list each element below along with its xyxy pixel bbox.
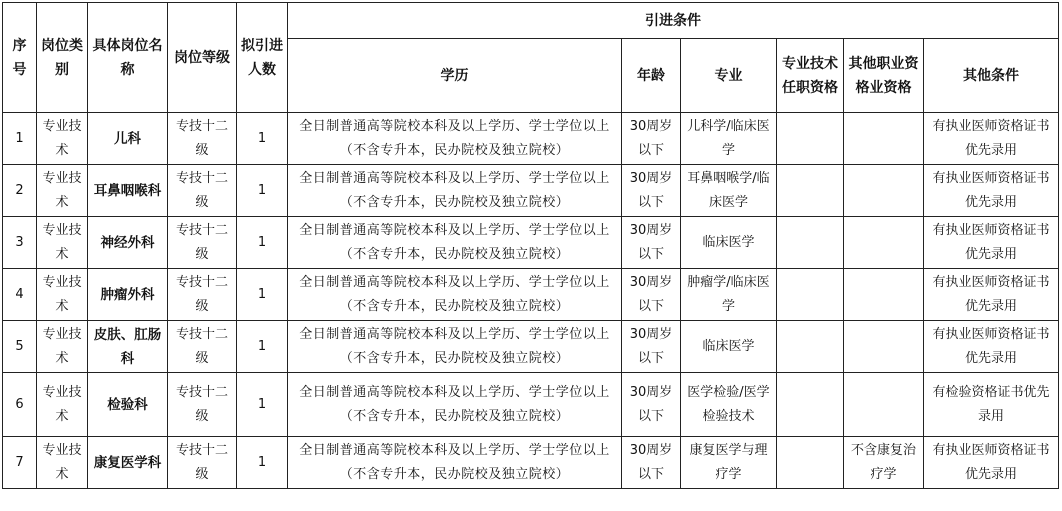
cell-other-qual	[844, 217, 924, 269]
header-quota: 拟引进人数	[237, 3, 288, 113]
cell-other-qual: 不含康复治疗学	[844, 437, 924, 489]
cell-seq: 5	[3, 321, 37, 373]
cell-tech-title	[777, 321, 844, 373]
cell-category: 专业技术	[37, 165, 88, 217]
cell-quota: 1	[237, 269, 288, 321]
cell-category: 专业技术	[37, 113, 88, 165]
cell-grade: 专技十二级	[168, 217, 237, 269]
cell-position: 康复医学科	[88, 437, 168, 489]
cell-category: 专业技术	[37, 269, 88, 321]
cell-major: 康复医学与理疗学	[681, 437, 777, 489]
cell-position: 皮肤、肛肠科	[88, 321, 168, 373]
cell-category: 专业技术	[37, 437, 88, 489]
header-major: 专业	[681, 39, 777, 113]
cell-seq: 7	[3, 437, 37, 489]
cell-other-cond: 有执业医师资格证书优先录用	[924, 165, 1059, 217]
cell-education: 全日制普通高等院校本科及以上学历、学士学位以上（不含专升本，民办院校及独立院校）	[288, 321, 622, 373]
table-row	[3, 373, 1059, 437]
cell-other-qual	[844, 165, 924, 217]
cell-education: 全日制普通高等院校本科及以上学历、学士学位以上（不含专升本，民办院校及独立院校）	[288, 113, 622, 165]
cell-education: 全日制普通高等院校本科及以上学历、学士学位以上（不含专升本，民办院校及独立院校）	[288, 373, 622, 437]
cell-position: 神经外科	[88, 217, 168, 269]
header-conditions: 引进条件	[288, 3, 1059, 39]
cell-other-cond: 有执业医师资格证书优先录用	[924, 269, 1059, 321]
cell-education: 全日制普通高等院校本科及以上学历、学士学位以上（不含专升本，民办院校及独立院校）	[288, 217, 622, 269]
cell-quota: 1	[237, 217, 288, 269]
header-seq: 序号	[3, 3, 37, 113]
cell-category: 专业技术	[37, 321, 88, 373]
cell-quota: 1	[237, 321, 288, 373]
cell-major: 儿科学/临床医学	[681, 113, 777, 165]
table-row	[3, 113, 1059, 165]
table-row	[3, 321, 1059, 373]
header-other-cond: 其他条件	[924, 39, 1059, 113]
table-row	[3, 217, 1059, 269]
cell-tech-title	[777, 165, 844, 217]
cell-age: 30周岁以下	[622, 113, 681, 165]
cell-other-qual	[844, 269, 924, 321]
table-row	[3, 437, 1059, 489]
header-education: 学历	[288, 39, 622, 113]
cell-tech-title	[777, 437, 844, 489]
header-grade: 岗位等级	[168, 3, 237, 113]
cell-position: 儿科	[88, 113, 168, 165]
cell-seq: 2	[3, 165, 37, 217]
cell-position: 肿瘤外科	[88, 269, 168, 321]
cell-other-cond: 有执业医师资格证书优先录用	[924, 437, 1059, 489]
cell-major: 耳鼻咽喉学/临床医学	[681, 165, 777, 217]
header-position: 具体岗位名称	[88, 3, 168, 113]
cell-other-cond: 有执业医师资格证书优先录用	[924, 113, 1059, 165]
cell-quota: 1	[237, 165, 288, 217]
cell-quota: 1	[237, 437, 288, 489]
cell-tech-title	[777, 113, 844, 165]
cell-age: 30周岁以下	[622, 269, 681, 321]
table-row	[3, 269, 1059, 321]
cell-education: 全日制普通高等院校本科及以上学历、学士学位以上（不含专升本，民办院校及独立院校）	[288, 269, 622, 321]
cell-grade: 专技十二级	[168, 269, 237, 321]
cell-grade: 专技十二级	[168, 165, 237, 217]
header-category: 岗位类别	[37, 3, 88, 113]
cell-tech-title	[777, 269, 844, 321]
cell-other-cond: 有执业医师资格证书优先录用	[924, 321, 1059, 373]
header-age: 年龄	[622, 39, 681, 113]
cell-quota: 1	[237, 373, 288, 437]
table-row	[3, 165, 1059, 217]
cell-other-qual	[844, 373, 924, 437]
cell-tech-title	[777, 217, 844, 269]
cell-education: 全日制普通高等院校本科及以上学历、学士学位以上（不含专升本，民办院校及独立院校）	[288, 437, 622, 489]
cell-grade: 专技十二级	[168, 113, 237, 165]
cell-seq: 4	[3, 269, 37, 321]
cell-education: 全日制普通高等院校本科及以上学历、学士学位以上（不含专升本，民办院校及独立院校）	[288, 165, 622, 217]
cell-quota: 1	[237, 113, 288, 165]
cell-seq: 6	[3, 373, 37, 437]
table-body	[3, 113, 1059, 489]
cell-other-cond: 有执业医师资格证书优先录用	[924, 217, 1059, 269]
cell-age: 30周岁以下	[622, 217, 681, 269]
cell-major: 医学检验/医学检验技术	[681, 373, 777, 437]
cell-category: 专业技术	[37, 373, 88, 437]
cell-age: 30周岁以下	[622, 321, 681, 373]
cell-major: 肿瘤学/临床医学	[681, 269, 777, 321]
cell-seq: 1	[3, 113, 37, 165]
cell-grade: 专技十二级	[168, 373, 237, 437]
cell-grade: 专技十二级	[168, 437, 237, 489]
cell-major: 临床医学	[681, 217, 777, 269]
cell-other-qual	[844, 321, 924, 373]
header-other-qual: 其他职业资格业资格	[844, 39, 924, 113]
cell-age: 30周岁以下	[622, 437, 681, 489]
cell-major: 临床医学	[681, 321, 777, 373]
cell-category: 专业技术	[37, 217, 88, 269]
recruitment-table	[2, 2, 1059, 489]
cell-grade: 专技十二级	[168, 321, 237, 373]
cell-other-cond: 有检验资格证书优先录用	[924, 373, 1059, 437]
cell-tech-title	[777, 373, 844, 437]
cell-other-qual	[844, 113, 924, 165]
header-tech-title: 专业技术任职资格	[777, 39, 844, 113]
cell-seq: 3	[3, 217, 37, 269]
cell-position: 检验科	[88, 373, 168, 437]
cell-age: 30周岁以下	[622, 165, 681, 217]
cell-position: 耳鼻咽喉科	[88, 165, 168, 217]
cell-age: 30周岁以下	[622, 373, 681, 437]
